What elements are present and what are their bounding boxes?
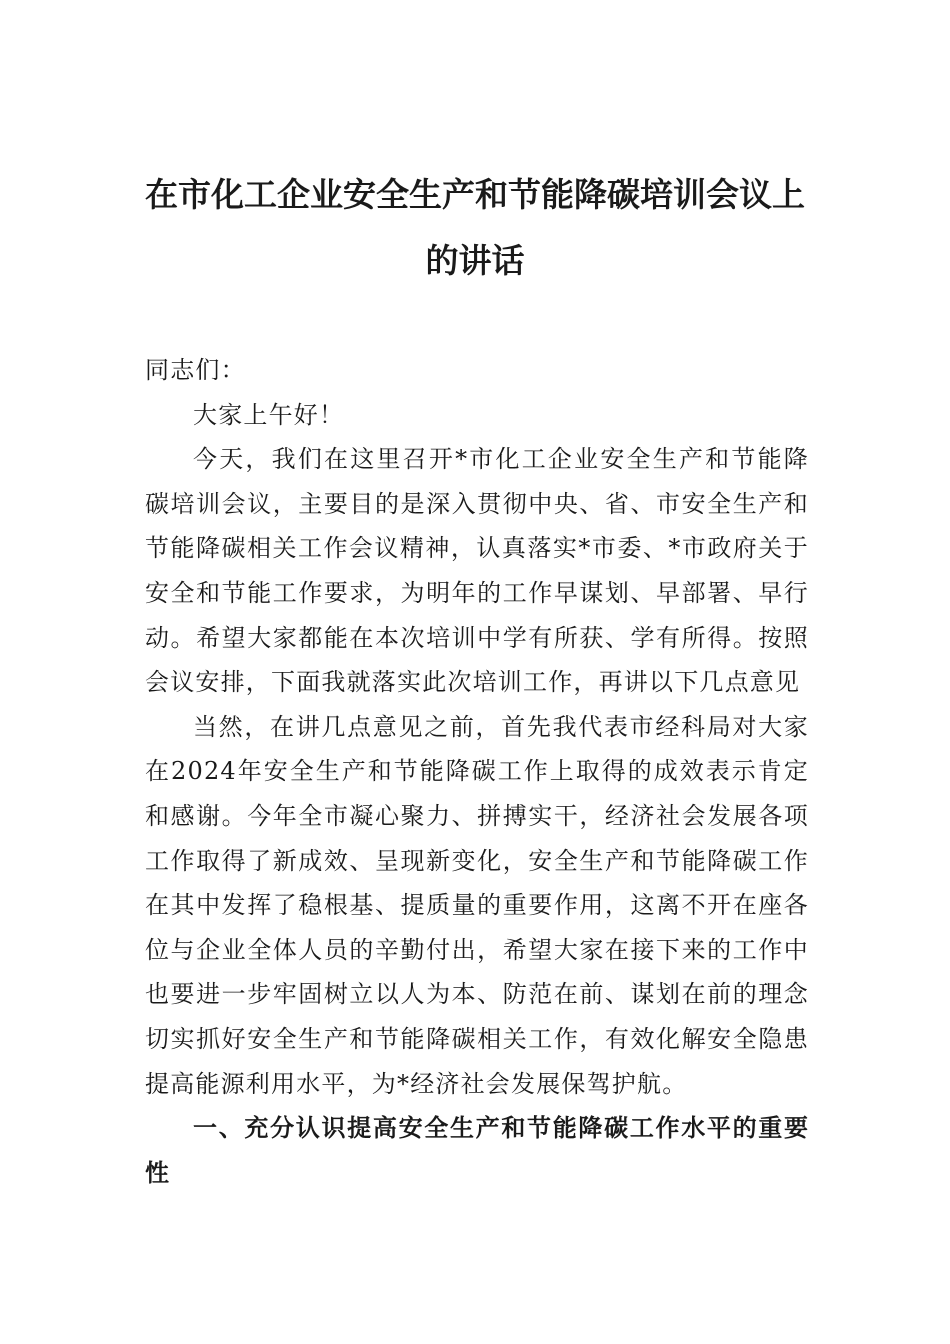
greeting: 大家上午好！ bbox=[193, 400, 345, 429]
section-heading-1: 一、充分认识提高安全生产和节能降碳工作水平的重要性 bbox=[145, 1114, 809, 1187]
document-body bbox=[145, 348, 809, 1195]
document-title: 在市化工企业安全生产和节能降碳培训会议上的讲话 bbox=[145, 175, 805, 280]
salutation: 同志们： bbox=[145, 356, 246, 384]
paragraph-opening: 今天，我们在这里召开*市化工企业安全生产和节能降碳培训会议，主要目的是深入贯彻中央、省、市安全生产和节能降碳相关工作会议精神，认真落实*市委、*市政府关于安全和节能工作要求，为明年的工作早谋划、早部署、早行动。希望大家都能在本次培训中学有所获、学有所得。按照会议安排，下面我就落实此次培训工作，再讲以下几点意见 bbox=[145, 445, 809, 697]
paragraph-thanks: 当然，在讲几点意见之前，首先我代表市经科局对大家在2024年安全生产和节能降碳工作上取得的成效表示肯定和感谢。今年全市凝心聚力、拼搏实干，经济社会发展各项工作取得了新成效、呈现新变化，安全生产和节能降碳工作在其中发挥了稳根基、提质量的重要作用，这离不开在座各位与企业全体人员的辛勤付出，希望大家在接下来的工作中也要进一步牢固树立以人为本、防范在前、谋划在前的理念切实抓好安全生产和节能降碳相关工作，有效化解安全隐患提高能源利用水平，为*经济社会发展保驾护航。 bbox=[145, 712, 809, 1098]
